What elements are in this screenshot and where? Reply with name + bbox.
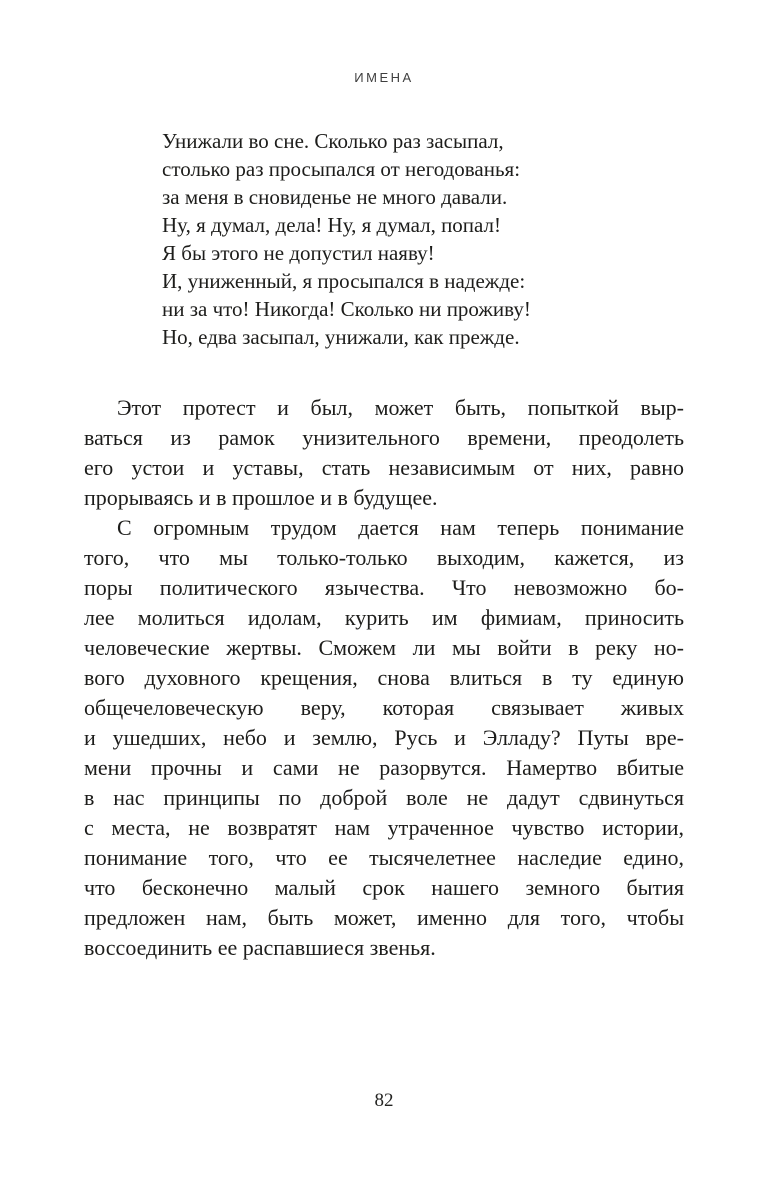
body-line: с места, не возвратят нам утраченное чувство истории, — [84, 815, 684, 840]
paragraph — [84, 393, 684, 513]
paragraph — [84, 513, 684, 963]
poem-line: Но, едва засыпал, унижали, как прежде. — [162, 325, 520, 349]
poem-line: за меня в сновиденье не много давали. — [162, 185, 508, 209]
body-line: его устои и уставы, стать независимым от них, равно — [84, 455, 684, 480]
body-line: ваться из рамок унизительного времени, преодолеть — [84, 425, 684, 450]
body-line: и ушедших, небо и землю, Русь и Элладу? Путы вре- — [84, 725, 684, 750]
body-line: в нас принципы по доброй воле не дадут сдвинуться — [84, 785, 684, 810]
poem-line: Ну, я думал, дела! Ну, я думал, попал! — [162, 213, 502, 237]
poem-line: И, униженный, я просыпался в надежде: — [162, 269, 526, 293]
poem-line: Я бы этого не допустил наяву! — [162, 241, 435, 265]
body-line: того, что мы только-только выходим, кажется, из — [84, 545, 684, 570]
body-line: предложен нам, быть может, именно для того, чтобы — [84, 905, 684, 930]
body-line: Этот протест и был, может быть, попыткой выр- — [117, 395, 684, 420]
body-text — [84, 393, 684, 963]
body-line: вого духовного крещения, снова влиться в ту единую — [84, 665, 684, 690]
page-number: 82 — [374, 1090, 394, 1111]
body-line: лее молиться идолам, курить им фимиам, приносить — [84, 605, 684, 630]
body-line: что бесконечно малый срок нашего земного бытия — [84, 875, 684, 900]
body-line: поры политического язычества. Что невозможно бо- — [84, 575, 684, 600]
poem-line: ни за что! Никогда! Сколько ни проживу! — [162, 297, 531, 321]
body-line: человеческие жертвы. Сможем ли мы войти в реку но- — [84, 635, 684, 660]
body-line: С огромным трудом дается нам теперь понимание — [117, 515, 684, 540]
poem-line: Унижали во сне. Сколько раз засыпал, — [162, 129, 504, 153]
running-header: ИМЕНА — [354, 70, 414, 85]
body-line: общечеловеческую веру, которая связывает живых — [84, 695, 684, 720]
body-line: понимание того, что ее тысячелетнее наследие едино, — [84, 845, 684, 870]
poem-block — [162, 127, 531, 351]
body-line: воссоединить ее распавшиеся звенья. — [84, 935, 436, 960]
poem-line: столько раз просыпался от негодованья: — [162, 157, 521, 181]
body-line: мени прочны и сами не разорвутся. Намертво вбитые — [84, 755, 684, 780]
body-line: прорываясь и в прошлое и в будущее. — [84, 485, 438, 510]
